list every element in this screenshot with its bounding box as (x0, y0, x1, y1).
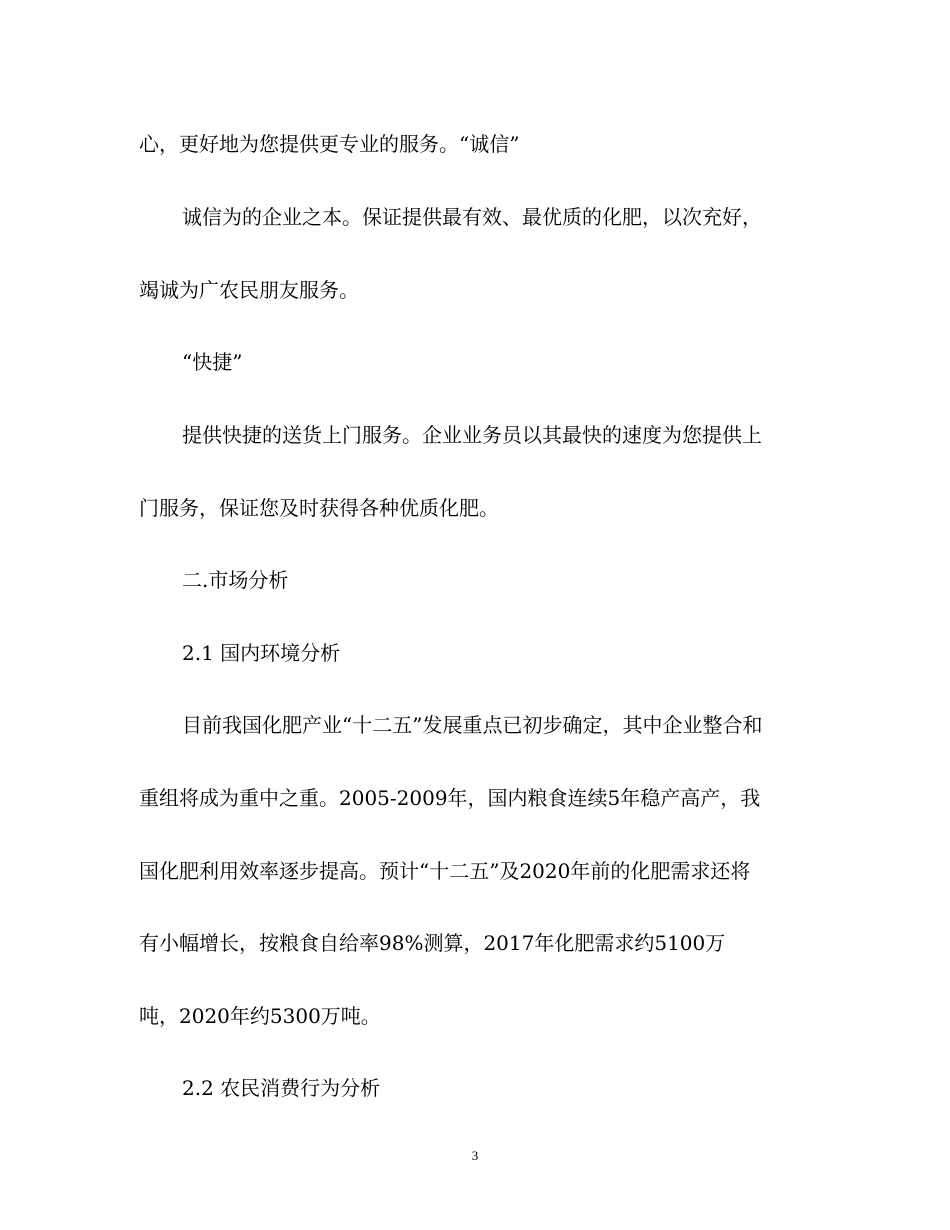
paragraph-line: 诚信为的企业之本。保证提供最有效、最优质的化肥，以次充好， (182, 205, 762, 229)
section-heading: 二.市场分析 (182, 568, 289, 592)
paragraph-line: 重组将成为重中之重。2005-2009年，国内粮食连续5年稳产高产，我 (139, 786, 761, 810)
subsection-heading: 2.2 农民消费行为分析 (182, 1076, 381, 1100)
page-number: 3 (471, 1148, 479, 1163)
paragraph-line: 有小幅增长，按粮食自给率98%测算，2017年化肥需求约5100万 (139, 931, 726, 955)
paragraph-line: 竭诚为广农民朋友服务。 (139, 278, 359, 302)
paragraph-line: 目前我国化肥产业“十二五”发展重点已初步确定，其中企业整合和 (182, 713, 763, 737)
paragraph-line: 提供快捷的送货上门服务。企业业务员以其最快的速度为您提供上 (182, 423, 762, 447)
paragraph-line: 门服务，保证您及时获得各种优质化肥。 (139, 496, 499, 520)
subsection-heading: 2.1 国内环境分析 (182, 641, 341, 665)
section-label: “快捷” (182, 350, 243, 374)
paragraph-line: 国化肥利用效率逐步提高。预计“十二五”及2020年前的化肥需求还将 (139, 859, 751, 883)
paragraph-line: 吨，2020年约5300万吨。 (139, 1004, 381, 1028)
paragraph-line: 心，更好地为您提供更专业的服务。“诚信” (139, 132, 520, 156)
